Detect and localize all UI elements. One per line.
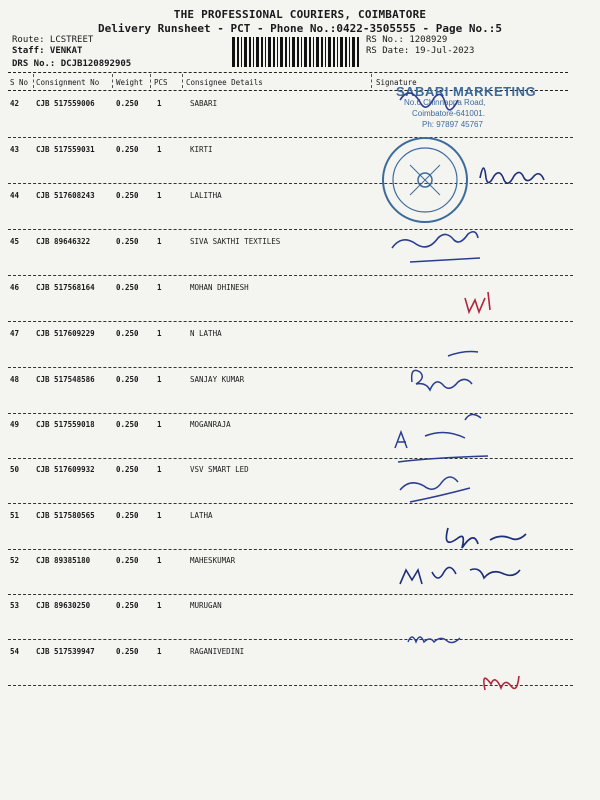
signature-scribble [392,232,480,262]
row-pcs: 1 [157,145,162,154]
row-sno: 45 [10,237,20,246]
signature-bhartha [480,168,544,183]
row-consignment: CJB 517548586 [36,375,95,384]
row-consignee: RAGANIVEDINI [190,647,245,656]
row-sno: 48 [10,375,20,384]
signature-scribble [408,637,460,643]
signature-scribble [400,477,470,502]
row-pcs: 1 [157,375,162,384]
row-pcs: 1 [157,329,162,338]
row-pcs: 1 [157,191,162,200]
col-header-pcs: PCS [154,78,168,87]
col-header-sno: S No [10,78,29,87]
row-consignment: CJB 89630250 [36,601,91,610]
stamp-line2: Coimbatore-641001. [412,109,485,118]
col-header-consignment: Consignment No [36,78,100,87]
rs-date: RS Date: 19-Jul-2023 [366,46,475,56]
row-consignee: KIRTI [190,145,213,154]
row-sno: 52 [10,556,20,565]
row-pcs: 1 [157,647,162,656]
drs-number: DRS No.: DCJB120892905 [12,59,132,69]
row-weight: 0.250 [116,237,139,246]
row-sno: 54 [10,647,20,656]
document-subtitle: Delivery Runsheet - PCT - Phone No.:0422-3505555 - Page No.:5 [98,22,502,35]
row-pcs: 1 [157,99,162,108]
row-sno: 51 [10,511,20,520]
row-weight: 0.250 [116,647,139,656]
row-consignment: CJB 517559031 [36,145,95,154]
row-sno: 43 [10,145,20,154]
row-consignment: CJB 517559018 [36,420,95,429]
row-sno: 50 [10,465,20,474]
row-consignment: CJB 517568164 [36,283,95,292]
signature-area [370,70,595,710]
row-consignment: CJB 89646322 [36,237,91,246]
row-pcs: 1 [157,556,162,565]
col-divider [150,74,151,88]
col-header-consignee: Consignee Details [186,78,263,87]
row-sno: 44 [10,191,20,200]
row-weight: 0.250 [116,511,139,520]
row-consignment: CJB 517608243 [36,191,95,200]
row-pcs: 1 [157,283,162,292]
row-consignee: MOGANRAJA [190,420,231,429]
row-consignment: CJB 517609932 [36,465,95,474]
stamp-line3: Ph: 97897 45767 [422,120,483,129]
document-title: THE PROFESSIONAL COURIERS, COIMBATORE [173,8,427,21]
row-consignee: LATHA [190,511,213,520]
row-pcs: 1 [157,420,162,429]
signature-red [484,676,519,690]
signature-scribble [400,567,520,584]
row-weight: 0.250 [116,283,139,292]
signature-scribble [400,93,458,110]
row-weight: 0.250 [116,556,139,565]
row-consignee: MOHAN DHINESH [190,283,249,292]
row-pcs: 1 [157,465,162,474]
col-divider [182,74,183,88]
col-header-weight: Weight [116,78,144,87]
row-sno: 46 [10,283,20,292]
row-consignment: CJB 517580565 [36,511,95,520]
row-weight: 0.250 [116,375,139,384]
row-weight: 0.250 [116,420,139,429]
round-stamp-icon [383,138,467,222]
row-consignee: SIVA SAKTHI TEXTILES [190,237,281,246]
row-consignment: CJB 89385180 [36,556,91,565]
signature-scribble [446,528,526,548]
row-weight: 0.250 [116,145,139,154]
row-weight: 0.250 [116,191,139,200]
signature-scribble [412,352,478,391]
row-weight: 0.250 [116,601,139,610]
row-consignment: CJB 517559006 [36,99,95,108]
row-consignment: CJB 517539947 [36,647,95,656]
row-consignment: CJB 517609229 [36,329,95,338]
rs-number: RS No.: 1208929 [366,35,448,45]
col-header-signature: Signature [376,78,417,87]
col-divider [112,74,113,88]
signature-scribble [395,414,488,462]
row-consignee: SANJAY KUMAR [190,375,245,384]
row-weight: 0.250 [116,465,139,474]
row-weight: 0.250 [116,99,139,108]
row-pcs: 1 [157,237,162,246]
stamp-line1: No.6,Chinnappa Road, [404,98,486,107]
row-consignee: VSV SMART LED [190,465,249,474]
col-divider [33,74,34,88]
route-label: Route: LCSTREET [12,35,94,45]
barcode-icon [232,37,360,67]
row-sno: 42 [10,99,20,108]
row-sno: 47 [10,329,20,338]
row-consignee: MAHESKUMAR [190,556,236,565]
row-consignee: MURUGAN [190,601,222,610]
row-weight: 0.250 [116,329,139,338]
staff-label: Staff: VENKAT [12,46,83,56]
row-pcs: 1 [157,511,162,520]
row-consignee: N LATHA [190,329,222,338]
row-consignee: LALITHA [190,191,222,200]
row-sno: 49 [10,420,20,429]
row-pcs: 1 [157,601,162,610]
stamp-name: SABARI MARKETING [396,84,537,99]
row-consignee: SABARI [190,99,218,108]
signature-red [465,292,490,312]
row-sno: 53 [10,601,20,610]
